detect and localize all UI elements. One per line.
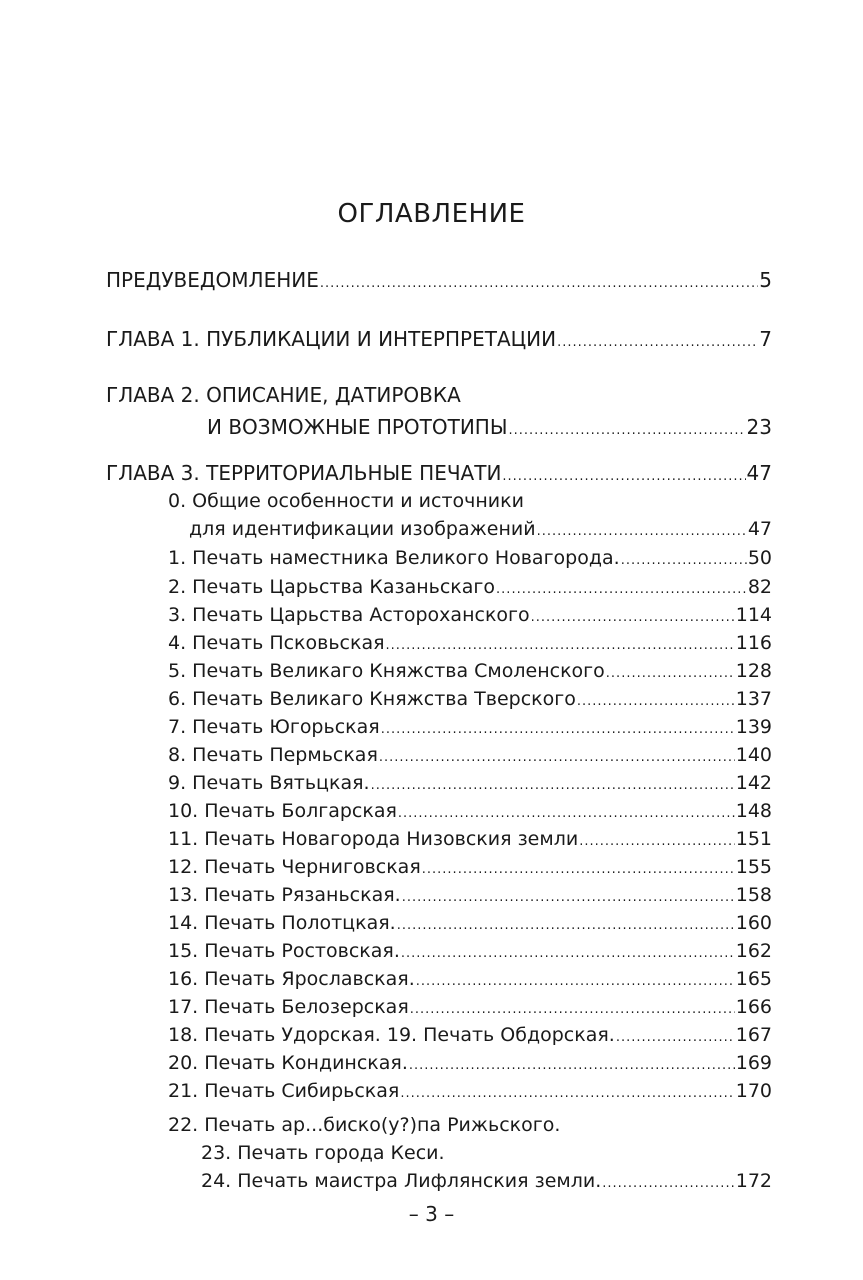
toc-entry — [168, 486, 524, 516]
page-title: ОГЛАВЛЕНИЕ — [337, 199, 526, 229]
toc-entry-title: 21. Печать Сибирьская — [168, 1080, 400, 1102]
toc-entry — [168, 712, 772, 742]
dot-leader — [509, 416, 746, 446]
toc-entry-title: 3. Печать Царьства Астороханского — [168, 604, 530, 626]
dot-leader — [502, 462, 745, 492]
toc-entry — [168, 796, 772, 826]
toc-entry-page: 137 — [735, 688, 772, 710]
toc-entry — [168, 600, 772, 630]
toc-entry-title: ГЛАВА 3. ТЕРРИТОРИАЛЬНЫЕ ПЕЧАТИ — [106, 461, 502, 485]
toc-entry-title: 20. Печать Кондинская. — [168, 1052, 408, 1074]
toc-entry-page: 169 — [735, 1052, 772, 1074]
toc-entry-title: 16. Печать Ярославская. — [168, 968, 415, 990]
toc-entry-title: 24. Печать маистра Лифлянския земли. — [201, 1170, 602, 1192]
toc-entry — [168, 1048, 772, 1078]
toc-entry — [168, 628, 772, 658]
toc-entry-title: для идентификации изображений — [189, 518, 536, 540]
toc-entry-page: 5 — [759, 268, 772, 292]
toc-entry-title: 23. Печать города Кеси. — [201, 1142, 445, 1164]
toc-entry-title: ПРЕДУВЕДОМЛЕНИЕ — [106, 268, 319, 292]
toc-entry-title: 22. Печать ар...биско(у?)па Рижьского. — [168, 1114, 561, 1136]
toc-entry-page: 151 — [735, 828, 772, 850]
toc-entry-title: 9. Печать Вятьцкая. — [168, 772, 370, 794]
toc-entry-page: 170 — [735, 1080, 772, 1102]
toc-entry-title: 7. Печать Югорьская — [168, 716, 380, 738]
toc-entry-title: И ВОЗМОЖНЫЕ ПРОТОТИПЫ — [207, 415, 508, 439]
toc-entry — [168, 880, 772, 910]
toc-entry — [106, 265, 772, 295]
dot-leader — [400, 1079, 734, 1109]
toc-entry — [168, 964, 772, 994]
toc-entry — [168, 572, 772, 602]
page-number: – 3 – — [408, 1202, 455, 1226]
toc-entry-title: 4. Печать Псковьская — [168, 632, 385, 654]
toc-entry-page: 47 — [747, 518, 772, 540]
toc-entry-title: 2. Печать Царьства Казаньскаго — [168, 576, 496, 598]
toc-entry-title: 11. Печать Новагорода Низовския земли — [168, 828, 579, 850]
toc-entry-page: 158 — [735, 884, 772, 906]
toc-entry — [168, 684, 772, 714]
toc-entry-title: 15. Печать Ростовская. — [168, 940, 400, 962]
toc-entry-title: 18. Печать Удорская. 19. Печать Обдорская. — [168, 1024, 615, 1046]
toc-entry — [106, 324, 772, 354]
toc-entry-page: 140 — [735, 744, 772, 766]
toc-entry-title: 8. Печать Пермьская — [168, 744, 378, 766]
toc-entry — [168, 1076, 772, 1106]
toc-entry — [168, 992, 772, 1022]
toc-entry — [201, 1138, 445, 1168]
toc-entry — [168, 852, 772, 882]
dot-leader — [320, 269, 758, 299]
toc-entry-title: 14. Печать Полотцкая. — [168, 912, 396, 934]
toc-entry-page: 142 — [735, 772, 772, 794]
toc-entry-page: 166 — [735, 996, 772, 1018]
toc-entry — [168, 1020, 772, 1050]
toc-entry-title: 6. Печать Великаго Княжства Тверского — [168, 688, 576, 710]
toc-entry-page: 50 — [747, 547, 772, 569]
toc-entry-page: 82 — [747, 576, 772, 598]
toc-entry-page: 7 — [759, 327, 772, 351]
toc-entry — [189, 514, 772, 544]
toc-entry — [106, 458, 772, 488]
toc-entry-title: 0. Общие особенности и источники — [168, 490, 524, 512]
toc-entry-title: 12. Печать Черниговская — [168, 856, 421, 878]
toc-entry — [168, 908, 772, 938]
toc-entry-title: 1. Печать наместника Великого Новагорода. — [168, 547, 620, 569]
dot-leader — [557, 328, 758, 358]
toc-entry-page: 114 — [735, 604, 772, 626]
toc-entry — [168, 936, 772, 966]
toc-entry-title: 5. Печать Великаго Княжства Смоленского — [168, 660, 605, 682]
toc-entry — [168, 543, 772, 573]
toc-entry — [168, 1110, 560, 1140]
toc-entry-page: 162 — [735, 940, 772, 962]
toc-entry-title: ГЛАВА 2. ОПИСАНИЕ, ДАТИРОВКА — [106, 383, 461, 407]
toc-entry-title: ГЛАВА 1. ПУБЛИКАЦИИ И ИНТЕРПРЕТАЦИИ — [106, 327, 557, 351]
toc-entry — [207, 412, 772, 442]
toc-entry-title: 13. Печать Рязаньская. — [168, 884, 401, 906]
toc-entry-page: 148 — [735, 800, 772, 822]
toc-entry-page: 165 — [735, 968, 772, 990]
toc-entry-page: 47 — [746, 461, 772, 485]
toc-entry — [106, 380, 461, 410]
toc-entry-page: 139 — [735, 716, 772, 738]
toc-entry-page: 128 — [735, 660, 772, 682]
dot-leader — [602, 1169, 734, 1199]
toc-entry — [168, 656, 772, 686]
toc-entry — [201, 1166, 772, 1196]
toc-entry-page: 155 — [735, 856, 772, 878]
toc-entry-page: 116 — [735, 632, 772, 654]
toc-entry — [168, 740, 772, 770]
toc-entry-title: 10. Печать Болгарская — [168, 800, 397, 822]
toc-entry-title: 17. Печать Белозерская — [168, 996, 409, 1018]
toc-entry-page: 167 — [735, 1024, 772, 1046]
toc-entry-page: 172 — [735, 1170, 772, 1192]
toc-entry-page: 160 — [735, 912, 772, 934]
toc-entry-page: 23 — [746, 415, 772, 439]
toc-entry — [168, 768, 772, 798]
toc-entry — [168, 824, 772, 854]
